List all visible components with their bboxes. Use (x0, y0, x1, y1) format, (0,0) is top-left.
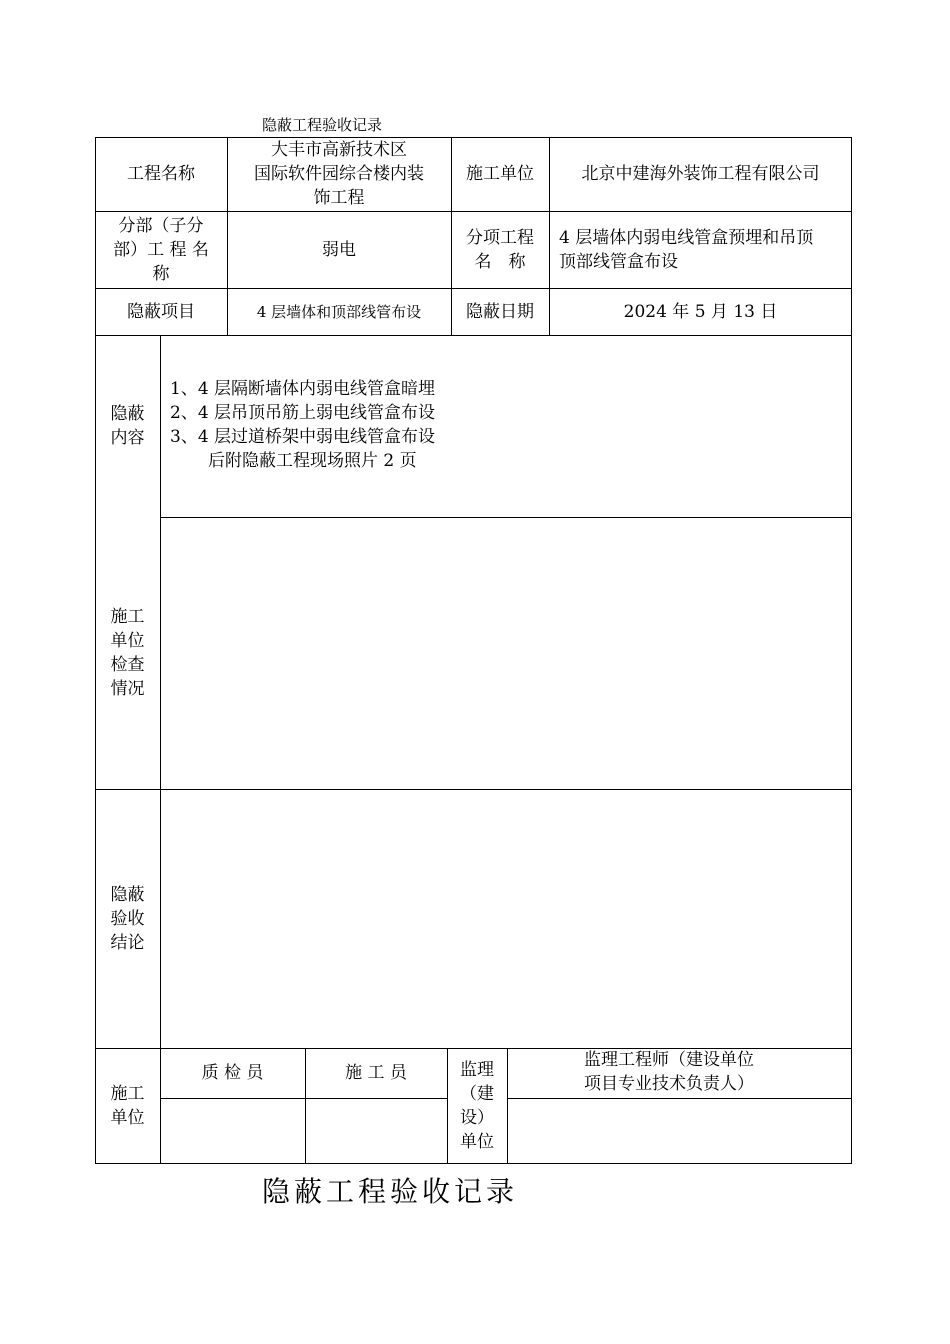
conclusion-field[interactable] (160, 789, 852, 1048)
qc-inspector-signature-field[interactable] (160, 1098, 305, 1164)
hidden-item-label: 隐蔽项目 (127, 301, 195, 322)
project-name-label: 工程名称 (127, 164, 195, 184)
project-name-value: 大丰市高新技术区 国际软件园综合楼内装 饰工程 (254, 140, 424, 208)
subitem-value: 4 层墙体内弱电线管盒预埋和吊顶 顶部线管盒布设 (559, 228, 814, 272)
inspection-field[interactable] (160, 517, 852, 789)
worker-signature-field[interactable] (305, 1098, 447, 1164)
hidden-date-value: 2024 年 5 月 13 日 (623, 301, 778, 322)
subitem-label: 分项工程 名 称 (466, 227, 534, 272)
contractor-value: 北京中建海外装饰工程有限公司 (581, 164, 820, 184)
division-value: 弱电 (322, 239, 356, 260)
supervising-engineer-label: 监理工程师（建设单位 项目专业技术负责人） (584, 1050, 754, 1094)
hidden-content-list (170, 377, 435, 473)
conclusion-label: 隐蔽 验收 结论 (110, 884, 145, 953)
supervision-unit-label: 监理 （建 设） 单位 (460, 1060, 494, 1152)
page-header-title: 隐蔽工程验收记录 (262, 116, 383, 134)
list-item: 3、4 层过道桥架中弱电线管盒布设 (170, 427, 436, 447)
list-item: 后附隐蔽工程现场照片 2 页 (208, 451, 417, 471)
page-footer-title: 隐蔽工程验收记录 (262, 1175, 519, 1208)
engineer-signature-field[interactable] (507, 1098, 852, 1164)
list-item: 1、4 层隔断墙体内弱电线管盒暗埋 (170, 379, 436, 399)
division-label: 分部（子分 部）工 程 名 称 (113, 215, 209, 284)
contractor-label: 施工单位 (466, 164, 534, 184)
hidden-content-label: 隐蔽 内容 (110, 404, 145, 448)
qc-inspector-label: 质 检 员 (201, 1063, 264, 1083)
hidden-item-value: 4 层墙体和顶部线管布设 (256, 302, 422, 321)
worker-label: 施 工 员 (345, 1063, 407, 1083)
inspection-label: 施工 单位 检查 情况 (110, 607, 145, 699)
hidden-date-label: 隐蔽日期 (466, 301, 534, 322)
signature-unit-label: 施工 单位 (110, 1084, 145, 1128)
list-item: 2、4 层吊顶吊筋上弱电线管盒布设 (170, 403, 436, 423)
row-divider (95, 335, 852, 336)
